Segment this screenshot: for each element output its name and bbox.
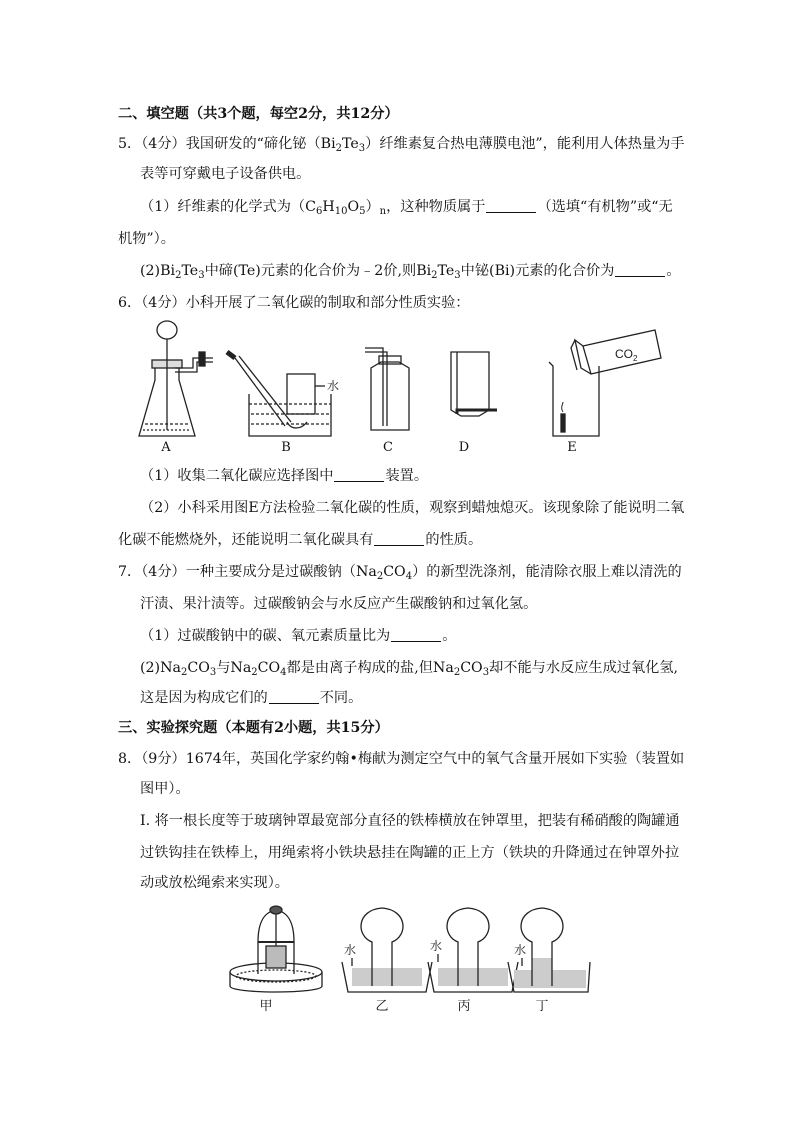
water-label-bing: 水 [430, 939, 443, 953]
answer-blank[interactable] [486, 198, 536, 213]
q6-apparatus-figure [135, 318, 665, 460]
q8-step1-line3: 动或放松绳索来实现）。 [140, 875, 289, 891]
q5-part1 [140, 197, 673, 217]
q5-text: ，这种物质属于 [386, 199, 486, 215]
q5-text: （选填“有机物”或“无 [537, 199, 673, 215]
subscript: 4 [280, 667, 287, 678]
subscript: 3 [209, 667, 217, 678]
subscript: 2 [175, 270, 182, 281]
apparatus-d-inverted-bottle [451, 352, 497, 416]
q7-part2 [140, 658, 678, 678]
apparatus-b-water-trough [227, 352, 331, 436]
q6-text: （1）收集二氧化碳应选择图中 [140, 468, 334, 484]
subscript: 2 [431, 270, 438, 281]
q7-text: 。 [442, 628, 457, 644]
subscript: 5 [359, 206, 366, 217]
fig-label-bing: 丙 [457, 999, 471, 1014]
q7-text: CO [383, 564, 406, 580]
q7-text: ）的新型洗涤剂，能清除衣服上难以清洗的 [412, 564, 682, 580]
apparatus-e-beaker [549, 330, 661, 436]
q7-text: 7．（4分）一种主要成分是过碳酸钠（Na [118, 564, 377, 580]
q6-text: 化碳不能燃烧外，还能说明二氧化碳具有 [118, 532, 374, 548]
co2-label: $CO_2$ [615, 347, 638, 363]
q6-text: 的性质。 [425, 532, 483, 548]
q5-part1-line2: 机物”）。 [118, 231, 175, 247]
section2-title: 二、填空题（共3个题，每空2分，共12分） [118, 106, 399, 122]
apparatus-c-bottle [365, 348, 409, 430]
q5-line2: 表等可穿戴电子设备供电。 [140, 166, 311, 182]
q5-text: O [347, 199, 360, 215]
answer-blank[interactable] [391, 627, 441, 642]
q5-text: Te [341, 136, 359, 152]
fig-label-ding: 丁 [535, 999, 549, 1014]
q8-step1-line2: 过铁钩挂在铁棒上，用绳索将小铁块悬挂在陶罐的正上方（铁块的升降通过在钟罩外拉 [140, 845, 680, 861]
q5-text: ）纤维素复合热电薄膜电池”，能利用人体热量为手 [365, 136, 685, 152]
section3-title: 三、实验探究题（本题有2小题，共15分） [118, 720, 389, 736]
q5-text: Te [437, 263, 455, 279]
q8-step1-line1: I. 将一根长度等于玻璃钟罩最宽部分直径的铁棒横放在钟罩里，把装有稀硝酸的陶罐通 [140, 813, 680, 829]
subscript: 2 [180, 667, 188, 678]
fig-label-yi: 乙 [375, 999, 389, 1014]
subscript: 3 [482, 667, 490, 678]
subscript: 2 [251, 667, 258, 678]
q7-text: 不同。 [319, 690, 363, 706]
bell-jar-yi [342, 908, 432, 992]
q5-text: H [322, 199, 335, 215]
q7-text: CO [257, 660, 281, 676]
answer-blank[interactable] [615, 262, 665, 277]
q7-line2: 汗渍、果汁渍等。过碳酸钠会与水反应产生碳酸钠和过氧化氢。 [140, 596, 538, 612]
subscript: 3 [198, 270, 205, 281]
fig-label-e: E [567, 440, 577, 455]
q5-line1 [118, 134, 685, 154]
q5-text: 5．（4分）我国研发的“碲化铋（Bi [118, 136, 336, 152]
q7-line1 [118, 562, 682, 582]
subscript: 4 [405, 571, 413, 582]
q7-text: 都是由离子构成的盐,但Na [286, 660, 454, 676]
q7-text: CO [187, 660, 210, 676]
fig-label-c: C [383, 440, 393, 455]
q5-text: 。 [666, 263, 681, 279]
q6-part2-line2 [118, 530, 482, 550]
q8-line2: 图甲）。 [140, 781, 190, 797]
q7-text: CO [460, 660, 483, 676]
subscript: 10 [334, 206, 348, 217]
subscript: 2 [335, 143, 342, 154]
q7-text: 这是因为构成它们的 [140, 690, 268, 706]
subscript: 2 [376, 571, 384, 582]
q5-text: 中铋(Bi)元素的化合价为 [460, 263, 615, 279]
apparatus-a-flask [139, 321, 213, 436]
water-label-b: 水 [327, 379, 340, 393]
q6-part2: （2）小科采用图E方法检验二氧化碳的性质，观察到蜡烛熄灭。该现象除了能说明二氧 [140, 500, 685, 516]
q6-line1: 6．（4分）小科开展了二氧化碳的制取和部分性质实验： [118, 295, 470, 311]
bell-jar-ding [508, 908, 590, 992]
answer-blank[interactable] [269, 689, 319, 704]
water-label-yi: 水 [344, 943, 357, 957]
fig-label-d: D [458, 440, 470, 455]
q8-line1: 8．（9分）1674年，英国化学家约翰•梅献为测定空气中的氧气含量开展如下实验（装置如 [118, 751, 685, 767]
answer-blank[interactable] [374, 531, 424, 546]
q7-text: 却不能与水反应生成过氧化氢, [489, 660, 679, 676]
fig-label-jia: 甲 [259, 999, 273, 1014]
q8-bell-jar-figure [222, 902, 592, 998]
q7-text: (2)Na [140, 660, 181, 676]
subscript: 3 [454, 270, 461, 281]
q5-text: (2)Bi [140, 263, 176, 279]
q7-text: 与Na [216, 660, 252, 676]
q5-text: 中碲(Te)元素的化合价为﹣2价,则Bi [204, 263, 432, 279]
fig-label-a: A [161, 440, 171, 455]
q6-part1 [140, 466, 428, 486]
subscript: 3 [358, 143, 366, 154]
subscript: n [379, 206, 387, 217]
water-label-ding: 水 [514, 943, 527, 957]
answer-blank[interactable] [334, 467, 384, 482]
fig-label-b: B [281, 440, 291, 455]
bell-jar-apparatus-jia [230, 906, 322, 992]
q7-part2-line2 [140, 688, 362, 708]
q6-text: 装置。 [385, 468, 429, 484]
q5-text: （1）纤维素的化学式为（C [140, 199, 316, 215]
subscript: 2 [453, 667, 461, 678]
bell-jar-bing [428, 908, 518, 992]
q5-text: Te [181, 263, 199, 279]
q5-part2 [140, 261, 681, 281]
subscript: 6 [315, 206, 323, 217]
q5-text: ） [365, 199, 380, 215]
q7-part1 [140, 626, 456, 646]
q7-text: （1）过碳酸钠中的碳、氧元素质量比为 [140, 628, 391, 644]
